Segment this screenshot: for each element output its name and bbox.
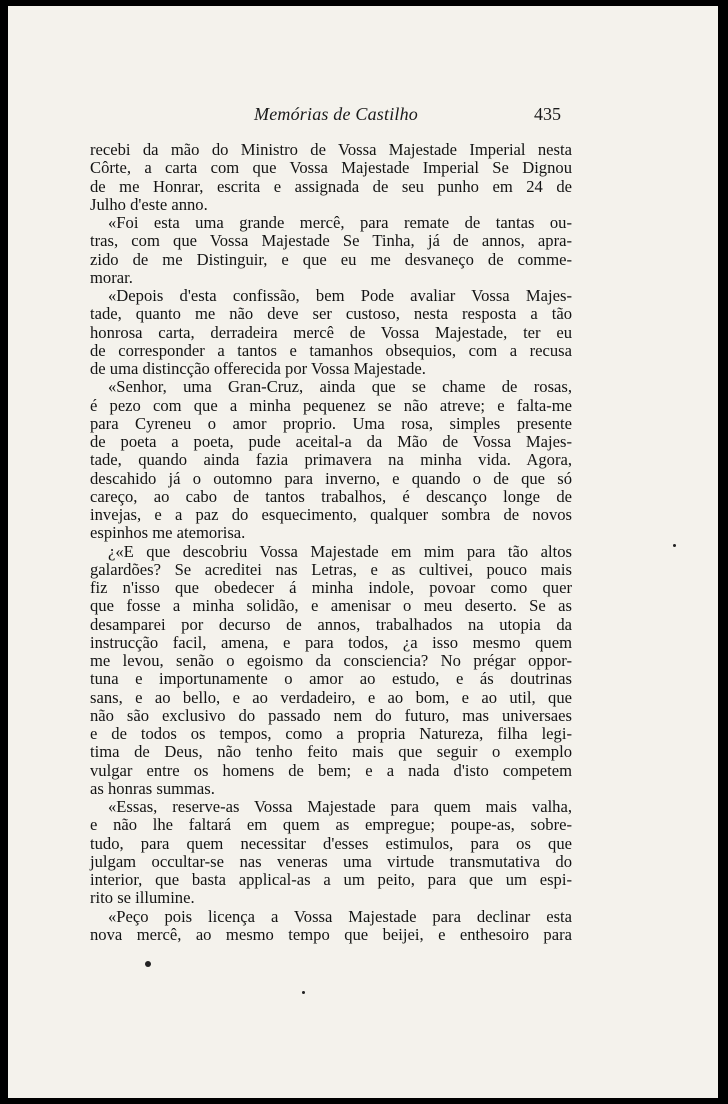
text-line: «Essas, reserve-as Vossa Majestade para quem mais valha, — [108, 797, 572, 816]
text-line: morar. — [90, 267, 133, 287]
text-line: tima de Deus, não tenho feito mais que seguir o exemplo — [90, 742, 572, 762]
text-line: invejas, e a paz do esquecimento, qualquer sombra de novos — [90, 505, 572, 524]
text-line: e de todos os tempos, como a propria Natureza, filha legi- — [90, 724, 572, 743]
text-line: Julho d'este anno. — [90, 194, 208, 214]
text-line: Côrte, a carta com que Vossa Majestade Imperial Se Dignou — [90, 158, 572, 178]
body-text — [90, 141, 572, 944]
text-line: instrucção facil, amena, e para todos, ¿a isso mesmo quem — [90, 632, 572, 652]
text-line: é pezo com que a minha pequenez se não atreve; e falta-me — [90, 395, 572, 415]
text-line: que fosse a minha solidão, e amenisar o meu deserto. Se as — [90, 596, 572, 616]
text-line: «Foi esta uma grande mercê, para remate de tantas ou- — [108, 213, 572, 232]
page-number: 435 — [534, 104, 561, 124]
running-title: Memórias de Castilho — [254, 104, 418, 124]
text-line: galardões? Se acreditei nas Letras, e as cultivei, pouco mais — [90, 559, 572, 579]
text-line: recebi da mão do Ministro de Vossa Majestade Imperial nesta — [90, 140, 572, 159]
text-line: tade, quando ainda fazia primavera na minha vida. Agora, — [90, 450, 572, 470]
text-line: espinhos me atemorisa. — [90, 523, 246, 543]
text-line: ¿«E que descobriu Vossa Majestade em mim para tão altos — [108, 541, 572, 561]
text-line: de me Honrar, escrita e assignada de seu punho em 24 de — [90, 176, 572, 196]
text-line: zido de me Distinguir, e que eu me desvaneço de comme- — [90, 249, 572, 269]
text-line: descahido já o outomno para inverno, e quando o de que só — [90, 468, 572, 488]
ink-speck — [145, 961, 151, 967]
text-line: «Depois d'esta confissão, bem Pode avaliar Vossa Majes- — [108, 286, 572, 305]
text-line: e não lhe faltará em quem as empregue; poupe-as, sobre- — [90, 815, 572, 835]
text-line: fiz n'isso que obedecer á minha indole, povoar como quer — [90, 578, 572, 597]
text-line: de corresponder a tantos e tamanhos obsequios, com a recusa — [90, 340, 572, 360]
text-line: tuna e importunamente o amor ao estudo, e ás doutrinas — [90, 669, 572, 689]
text-line: as honras summas. — [90, 778, 215, 798]
text-line: de uma distincção offerecida por Vossa Majestade. — [90, 359, 426, 378]
text-line: rito se illumine. — [90, 888, 195, 908]
page-header — [8, 104, 718, 128]
text-line: de poeta a poeta, pude aceital-a da Mão de Vossa Majes- — [90, 432, 572, 451]
text-line: me levou, senão o egoismo da consciencia? No prégar oppor- — [90, 651, 572, 670]
text-line: honrosa carta, derradeira mercê de Vossa Majestade, ter eu — [90, 322, 572, 342]
text-line: tras, com que Vossa Majestade Se Tinha, já de annos, apra- — [90, 231, 572, 251]
text-line: desamparei por decurso de annos, trabalhados na utopia da — [90, 614, 572, 634]
text-line: «Peço pois licença a Vossa Majestade para declinar esta — [108, 906, 572, 926]
text-line: tudo, para quem necessitar d'esses estimulos, para os que — [90, 833, 572, 853]
text-line: nova mercê, ao mesmo tempo que beijei, e enthesoiro para — [90, 924, 572, 944]
text-line: «Senhor, uma Gran-Cruz, ainda que se chame de rosas, — [108, 377, 572, 397]
text-line: julgam occultar-se nas veneras uma virtude transmutativa do — [90, 851, 572, 871]
text-line: vulgar entre os homens de bem; e a nada d'isto competem — [90, 760, 572, 780]
text-line: não são exclusivo do passado nem do futuro, mas universaes — [90, 705, 572, 725]
ink-speck — [302, 991, 305, 994]
text-line: interior, que basta applical-as a um peito, para que um espi- — [90, 870, 572, 889]
text-line: careço, ao cabo de tantos trabalhos, é descanço longe de — [90, 486, 572, 506]
text-line: tade, quanto me não deve ser custoso, nesta resposta a tão — [90, 304, 572, 324]
ink-speck — [673, 544, 676, 547]
book-page — [8, 6, 718, 1098]
text-line: para Cyreneu o amor proprio. Uma rosa, simples presente — [90, 413, 572, 433]
text-line: sans, e ao bello, e ao verdadeiro, e ao bom, e ao util, que — [90, 687, 572, 707]
